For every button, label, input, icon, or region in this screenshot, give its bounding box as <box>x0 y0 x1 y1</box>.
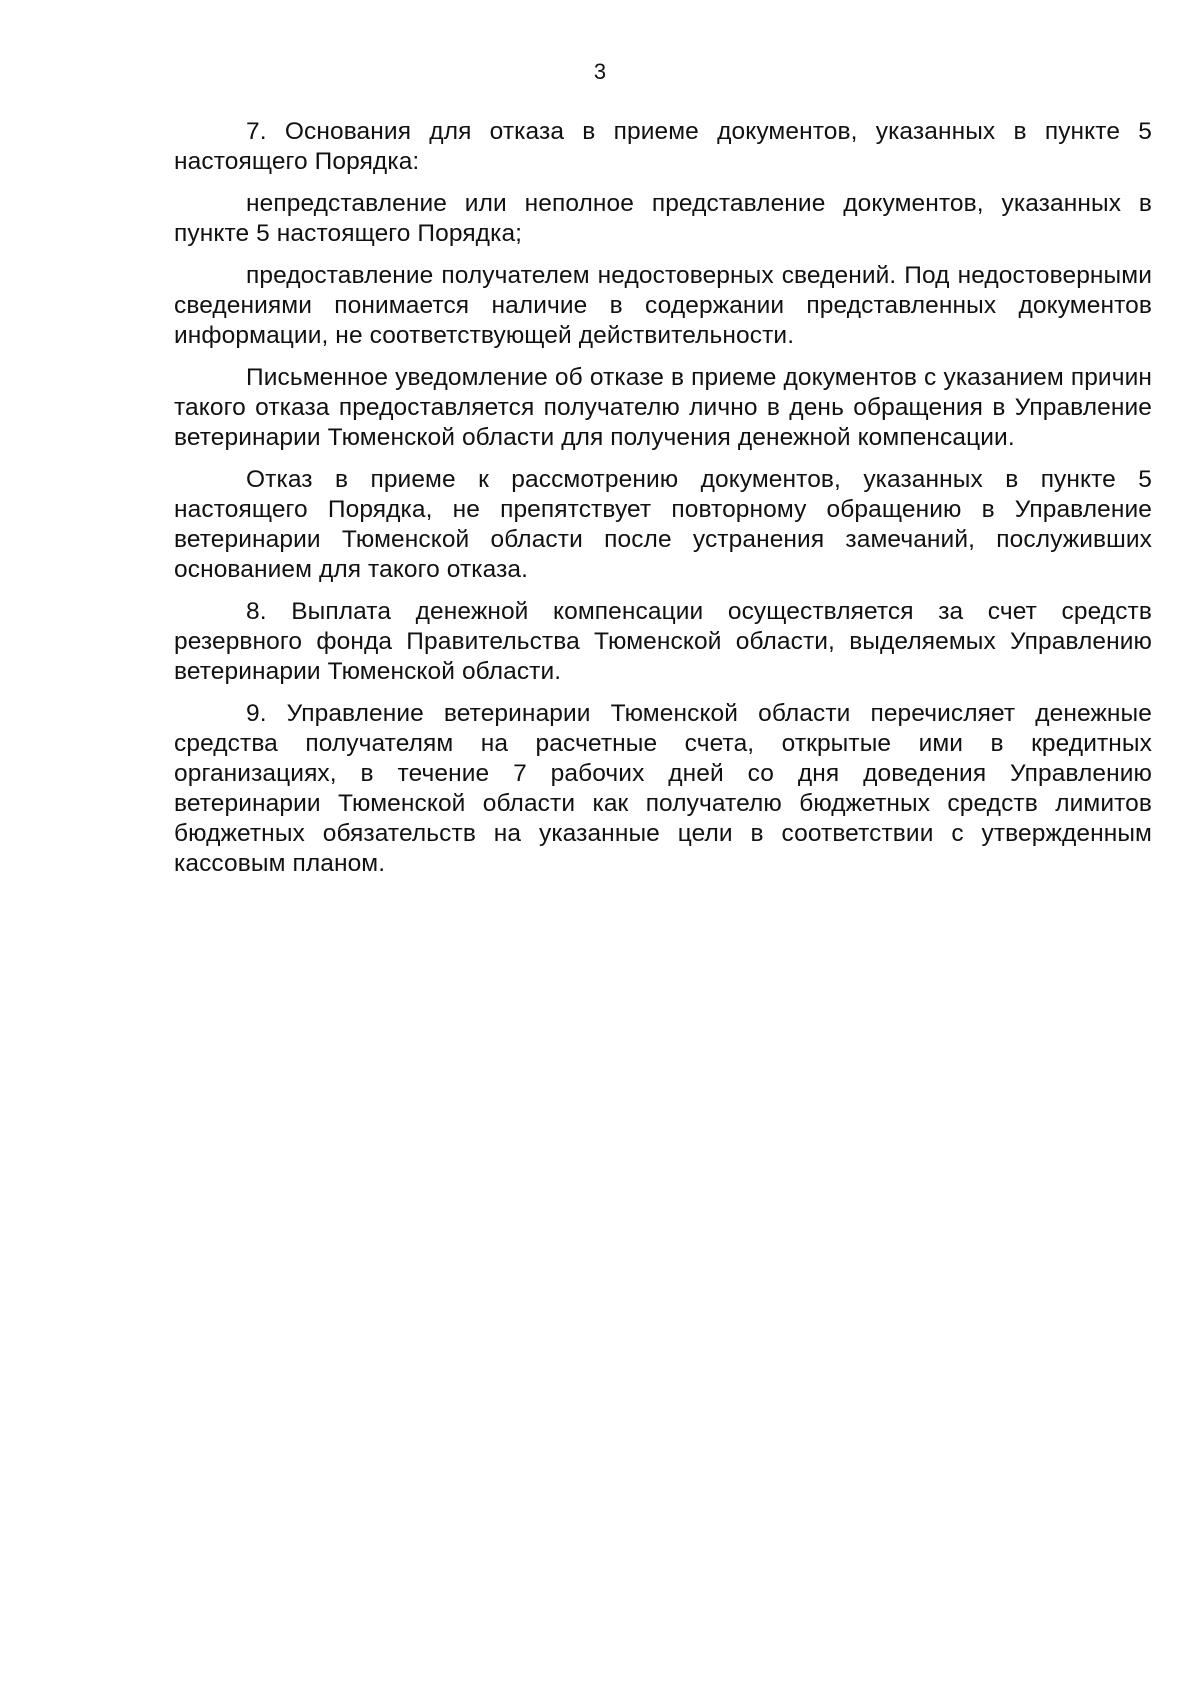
paragraph-8-payment-source: 8. Выплата денежной компенсации осуществляется за счет средств резервного фонда Правительства Тюменской области, выделяемых Управлению ветеринарии Тюменской области. <box>174 598 1152 685</box>
paragraph-non-submission: непредставление или неполное представление документов, указанных в пункте 5 настоящего Порядка; <box>174 190 1152 247</box>
document-body <box>174 117 1152 891</box>
paragraph-resubmission: Отказ в приеме к рассмотрению документов, указанных в пункте 5 настоящего Порядка, не препятствует повторному обращению в Управление ветеринарии Тюменской области после устранения замечаний, послуживших основанием для такого отказа. <box>174 466 1152 583</box>
page-number: 3 <box>593 59 607 84</box>
paragraph-false-information: предоставление получателем недостоверных сведений. Под недостоверными сведениями понимается наличие в содержании представленных документов информации, не соответствующей действительности. <box>174 262 1152 349</box>
paragraph-written-notice: Письменное уведомление об отказе в приеме документов с указанием причин такого отказа предоставляется получателю лично в день обращения в Управление ветеринарии Тюменской области для получения денежной компенсации. <box>174 364 1152 451</box>
paragraph-7-refusal-grounds: 7. Основания для отказа в приеме документов, указанных в пункте 5 настоящего Порядка: <box>174 118 1152 175</box>
paragraph-9-transfer: 9. Управление ветеринарии Тюменской области перечисляет денежные средства получателям на расчетные счета, открытые ими в кредитных организациях, в течение 7 рабочих дней со дня доведения Управлению ветеринарии Тюменской области как получателю бюджетных средств лимитов бюджетных обязательств на указанные цели в соответствии с утвержденным кассовым планом. <box>174 700 1152 877</box>
